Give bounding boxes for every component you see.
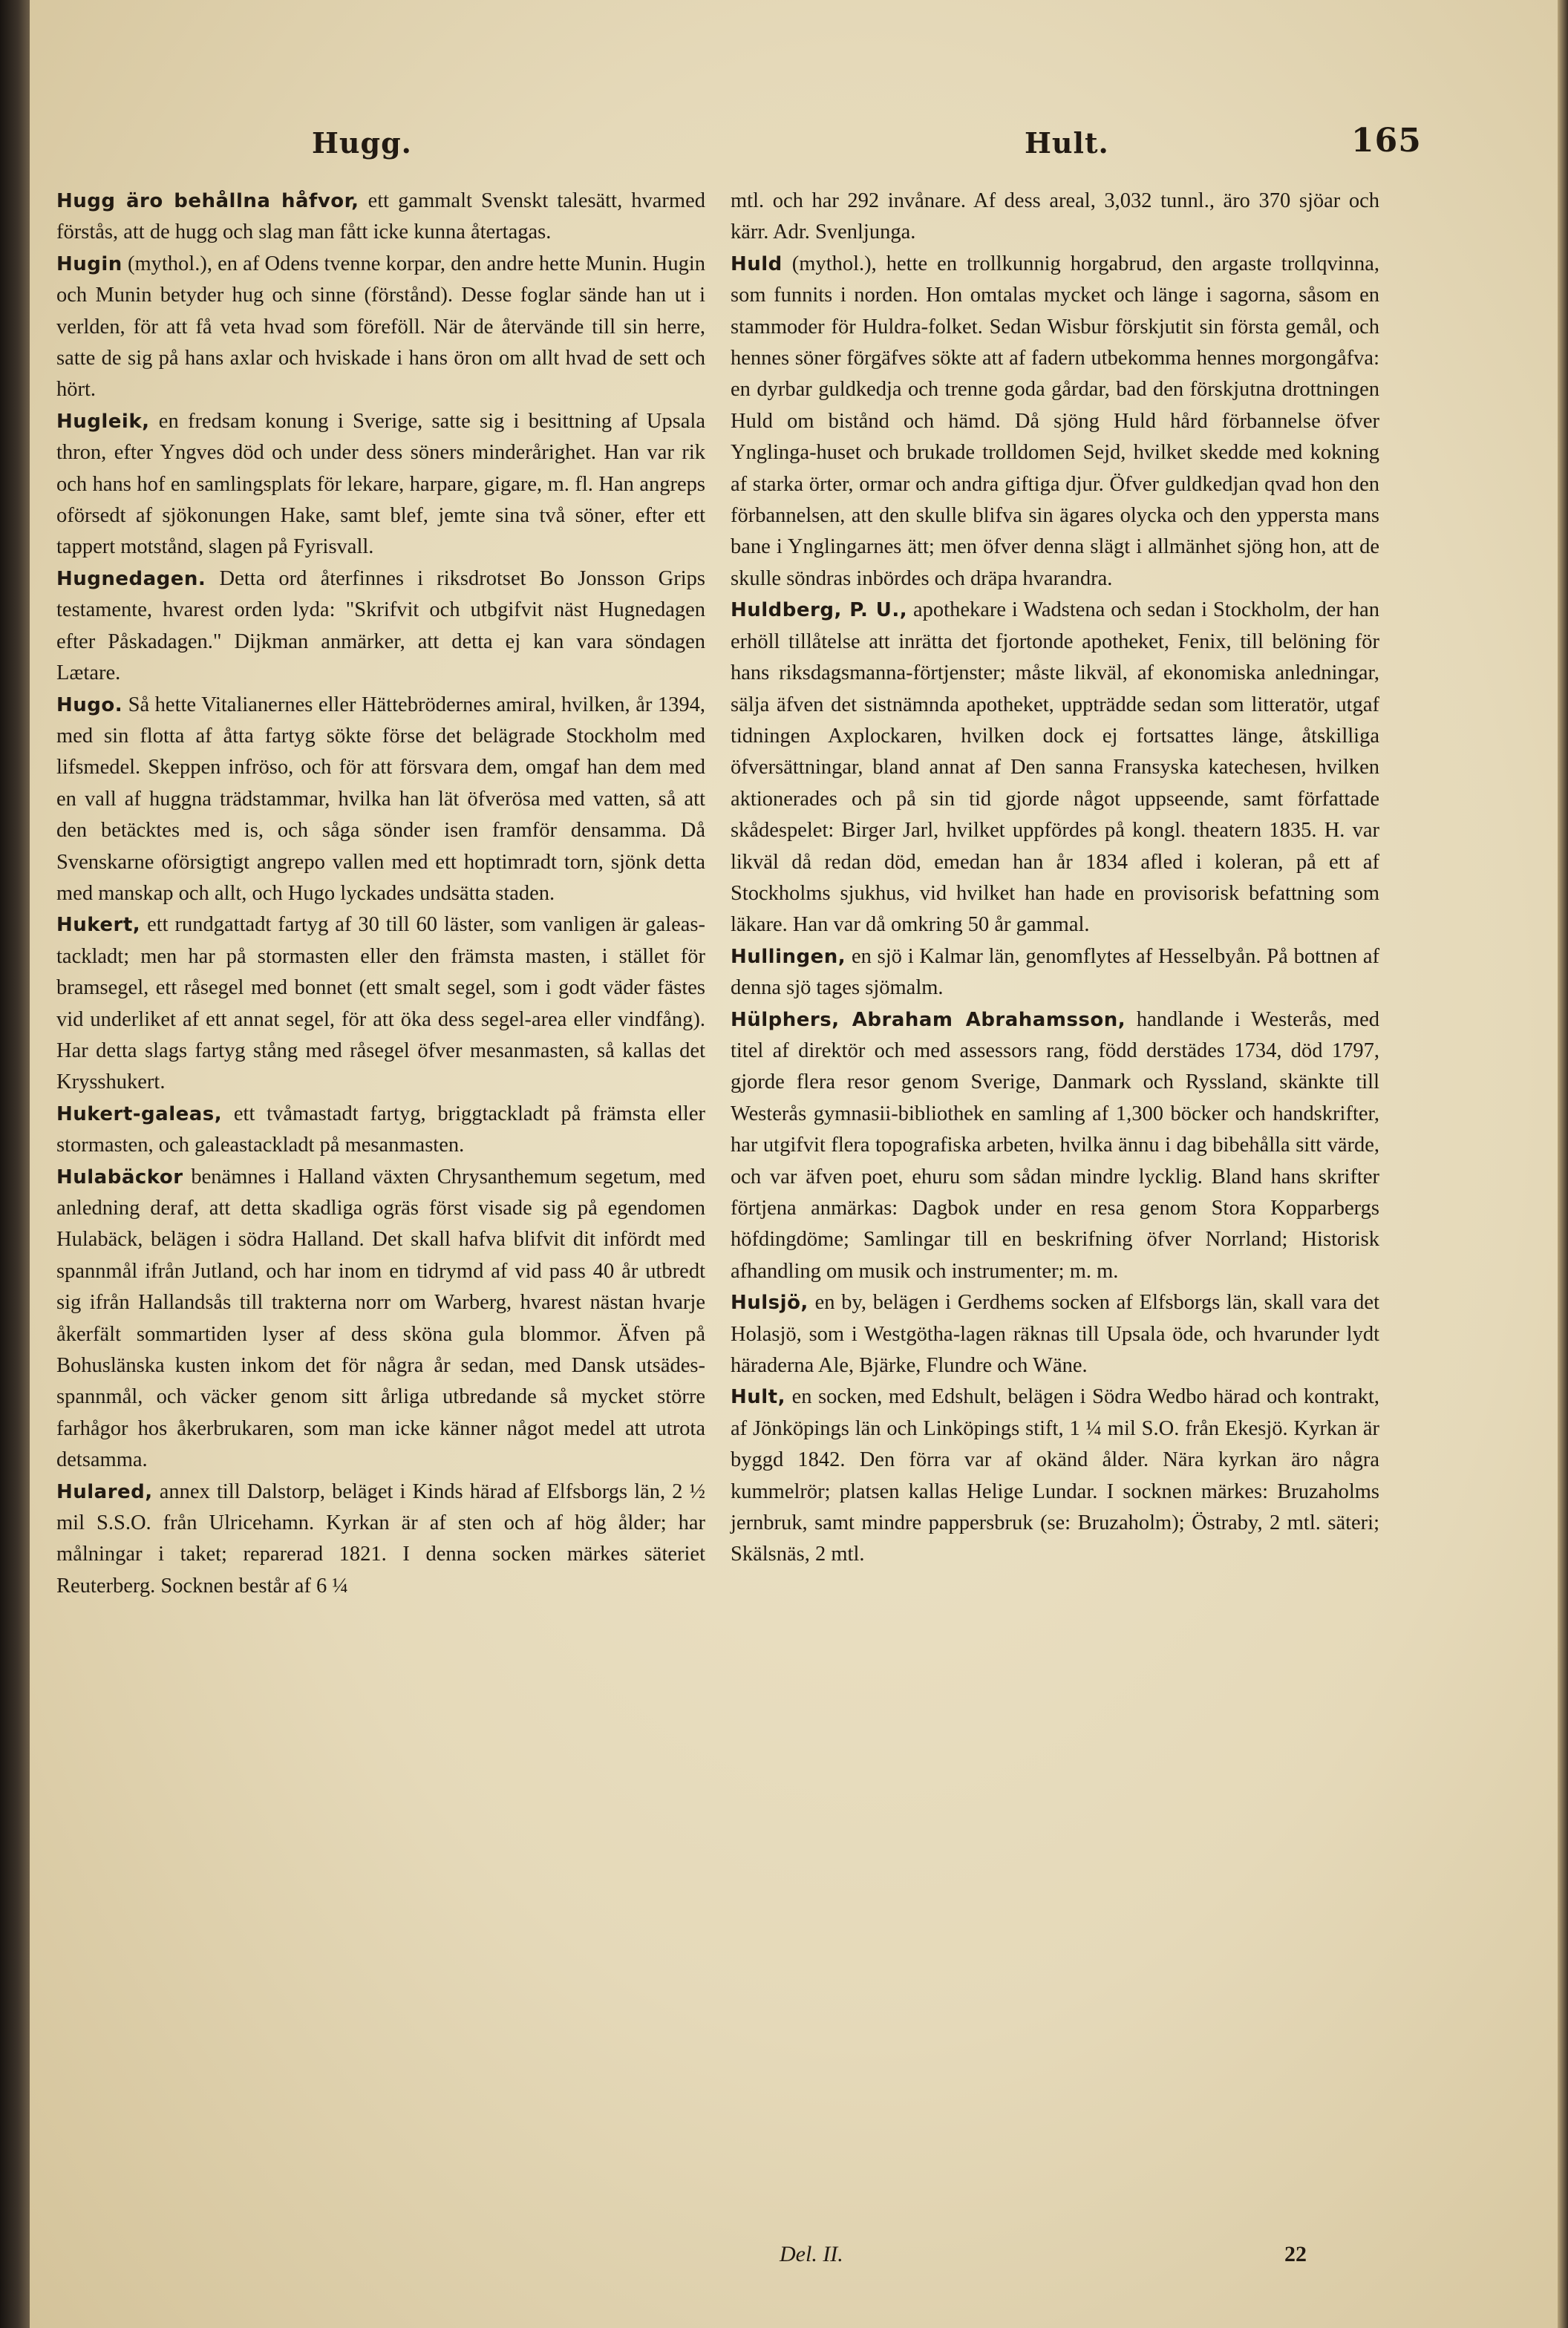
entry-hult [731,1382,1379,1570]
entry-headword: Hugleik, [56,410,150,433]
entry-text: mtl. och har 292 invånare. Af dess areal, 3,032 tunnl., äro 370 sjöar och kärr. Adr. Svenljunga. [731,189,1379,244]
entry-hugo [56,690,705,910]
entry-hugin [56,249,705,406]
entry-text: en fredsam konung i Sverige, satte sig i besittning af Upsala thron, efter Yngves död och under dess söners minderårighet. Han var rik och hans hof en samlingsplats för lekare, harpare, gigare, m. fl. Han angreps oförsedt af sjökonungen Hake, samt blef, jemte sina två söner, efter ett tappert motstånd, slagen på Fyrisvall. [56,409,705,559]
entry-headword: Hugin [56,252,122,275]
entry-headword: Hugnedagen. [56,567,206,590]
entry-headword: Hukert-galeas, [56,1102,223,1125]
footer-volume: Del. II. [780,2242,843,2266]
entry-text: (mythol.), en af Odens tvenne korpar, den andre hette Munin. Hugin och Munin betyder hug och sinne (förstånd). Desse foglar sände han ut i verlden, för att få veta hvad som föreföll. När de återvände till sin herre, satte de sig på hans axlar och hviskade i hans öron om allt hvad de sett och hört. [56,252,705,402]
entry-text: benämnes i Halland växten Chrysanthemum segetum, med anledning deraf, att detta skadliga ogräs först visade sig på egendomen Hulabäck, belägen i södra Halland. Det skall hafva blifvit dit infördt med spannmål ifrån Jutland, och har inom en tidrymd af vid pass 40 år utbredt sig ifrån Hallandsås till trakterna norr om Warberg, hvarest nästan hvarje åkerfält sommartiden lyser af dess sköna gula blommor. Äfven på Bohuslänska kusten inkom det för några år sedan, med Dansk utsädes-spannmål, och väcker genom sitt årliga utbredande så mycket större farhågor hos åkerbrukaren, som man icke känner något medel att utrota detsamma. [56,1165,705,1472]
entry-text: en socken, med Edshult, belägen i Södra Wedbo härad och kontrakt, af Jönköpings län och Linköpings stift, 1 ¼ mil S.O. från Ekesjö. Kyrkan är byggd 1842. Den förra var af okänd ålder. Nära kyrkan äro några kummelrör; platsen kallas Helige Lundar. I socknen märkes: Bruzaholms jernbruk, samt mindre pappersbruk (se: Bruzaholm); Östraby, 2 mtl. säteri; Skälsnäs, 2 mtl. [731,1385,1379,1566]
entry-headword: Hult, [731,1386,785,1409]
entry-text: ett gammalt Svenskt talesätt, hvarmed förstås, att de hugg och slag man fått icke kunna återtagas. [56,189,705,244]
entry-huldberg [731,595,1379,941]
running-header-left: Hugg. [312,126,412,160]
entry-headword: Hulsjö, [731,1292,808,1315]
running-header-right: Hult. [1025,126,1109,160]
entry-hulabackor [56,1162,705,1477]
entry-text: Detta ord återfinnes i riksdrotset Bo Jonsson Grips testamente, hvarest orden lyda: "Skrifvit och utbgifvit näst Hugnedagen efter Påskadagen." Dijkman anmärker, att detta ej kan vara söndagen Lætare. [56,566,705,685]
entry-hugg [56,186,705,249]
entry-text: handlande i Westerås, med titel af direktör och med assessors rang, född derstädes 1734, död 1797, gjorde flera resor genom Sverige, Danmark och Ryssland, skänkte till Westerås gymnasii-bibliothek en samling af 1,300 böcker och handskrifter, har utgifvit flera topografiska arbeten, hvilka ännu i dag bibehålla sitt värde, och var äfven poet, ehuru som sådan mindre lycklig. Bland hans skrifter förtjena anmärkas: Dagbok under en resa genom Stora Kopparbergs höfdingdöme; Samlingar till en beskrifning öfver Norrland; Historisk afhandling om musik och instrumenter; m. m. [731,1007,1379,1283]
entry-hugnedagen [56,563,705,690]
entry-headword: Hulabäckor [56,1165,183,1188]
entry-hukert-galeas [56,1099,705,1162]
entry-hullingen [731,941,1379,1004]
entry-headword: Hugg äro behållna håfvor, [56,190,359,212]
entry-text: en by, belägen i Gerdhems socken af Elfsborgs län, skall vara det Holasjö, som i Westgötha-lagen räknas till Upsala öde, och hvarunder lydt häraderna Ale, Bjärke, Flundre och Wäne. [731,1291,1379,1378]
entry-headword: Huld [731,252,783,275]
entry-hulared-continued [731,186,1379,249]
entry-huld [731,249,1379,595]
page-stack-edge [1558,0,1568,2328]
page-number: 165 [1351,122,1422,160]
entry-hulared [56,1477,705,1603]
book-binding-edge [0,0,30,2328]
entry-headword: Huldberg, P. U., [731,599,908,622]
entry-hugleik [56,406,705,563]
entry-headword: Hullingen, [731,945,846,968]
entry-text: en sjö i Kalmar län, genomflytes af Hesselbyån. På bottnen af denna sjö tages sjömalm. [731,944,1379,1000]
entry-headword: Hugo. [56,693,123,716]
entry-text: (mythol.), hette en trollkunnig horgabrud, den argaste trollqvinna, som funnits i norden. Hon omtalas mycket och länge i sagorna, såsom en stammoder för Huldra-folket. Sedan Wisbur förskjutit sin första gemål, och hennes söner förgäfves sökte att af fadern utbekomma hennes morgongåfva: en dyrbar guldkedja och trenne goda gårdar, bad den förskjutna drottningen Huld om bistånd och hämd. Då sjöng Huld hård förbannelse öfver Ynglinga-huset och brukade trolldomen Sejd, hvilket skedde med kokning af starka örter, ormar och andra giftiga djur. Öfver guldkedjan qvad hon den förbannelsen, att den skulle blifva sin ägares olycka och den yppersta mans bane i Ynglingarnes ätt; men öfver denna slägt i allmänhet sjöng hon, att de skulle söndras inbördes och dräpa hvarandra. [731,252,1379,590]
entry-text: ett rundgattadt fartyg af 30 till 60 läster, som vanligen är galeas-tackladt; men har på stormasten eller den främsta masten, i stället för bramsegel, ett råsegel med bonnet (ett smalt segel, som i godt väder fästes vid underliket af ett annat segel, för att öka dess segel-area eller vindfång). Har detta slags fartyg stång med råsegel öfver mesanmasten, så kallas det Krysshukert. [56,913,705,1094]
entry-headword: Hülphers, Abraham Abrahamsson, [731,1008,1126,1031]
entry-text: ett tvåmastadt fartyg, briggtackladt på främsta eller stormasten, och galeastackladt på mesanmasten. [56,1102,705,1157]
left-column [56,186,705,1602]
entry-text: annex till Dalstorp, beläget i Kinds härad af Elfsborgs län, 2 ½ mil S.S.O. från Ulricehamn. Kyrkan är af sten och af hög ålder; har målningar i taket; reparerad 1821. I denna socken märkes säteriet Reuterberg. Socknen består af 6 ¼ [56,1479,705,1598]
entry-hulsjo [731,1287,1379,1382]
entry-headword: Hulared, [56,1480,153,1503]
entry-headword: Hukert, [56,914,141,937]
entry-text: apothekare i Wadstena och sedan i Stockholm, der han erhöll tillåtelse att inrätta det fjortonde apotheket, Fenix, till belöning för hans riksdagsmanna-förtjenster; måste likväl, af ekonomiska anledningar, sälja äfven det sistnämnda apotheket, uppträdde sedan som litteratör, utgaf tidningen Axplockaren, hvilken dock ej fortsattes länge, åtskilliga öfversättningar, bland annat af Den sanna Fransyska katechesen, hvilken aktionerades och på sin tid gjorde något uppseende, samt författade skådespelet: Birger Jarl, hvilket uppfördes på kongl. theatern 1835. H. var likväl då redan död, emedan han år 1834 afled i koleran, på ett af Stockholms sjukhus, vid hvilket han hade en provisorisk befattning som läkare. Han var då omkring 50 år gammal. [731,598,1379,937]
right-column [731,186,1379,1571]
entry-text: Så hette Vitalianernes eller Hättebrödernes amiral, hvilken, år 1394, med sin flotta af åtta fartyg sökte förse det belägrade Stockholm med lifsmedel. Skeppen infröso, och för att försvara dem, omgaf han dem med en vall af huggna trädstammar, hvilka han lät öfverösa med vatten, så att den betäcktes med is, och såga sönder isen framför densamma. Då Svenskarne oförsigtigt angrepo vallen med ett hoptimradt torn, sjönk detta med manskap och allt, och Hugo lyckades undsätta staden. [56,693,705,905]
entry-hukert [56,909,705,1098]
footer-signature: 22 [1284,2242,1307,2266]
entry-hulphers [731,1004,1379,1288]
